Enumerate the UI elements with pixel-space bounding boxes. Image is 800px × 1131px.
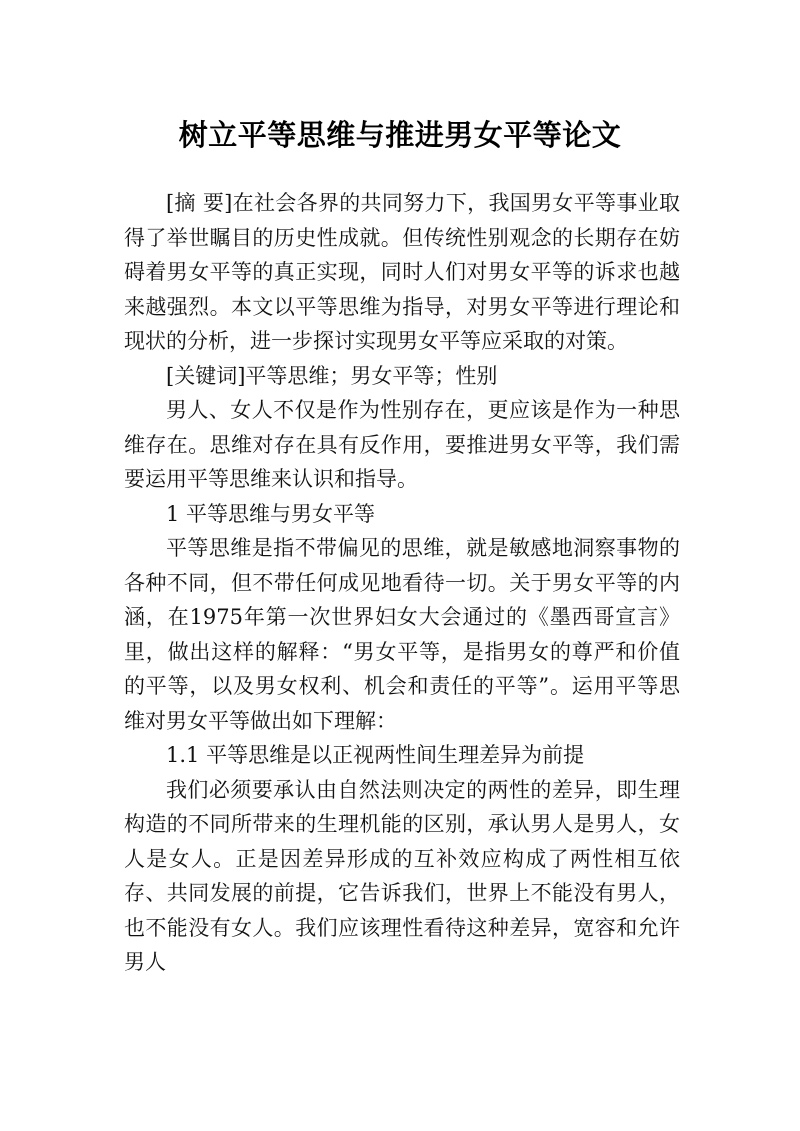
section-heading-1-1: 1.1 平等思维是以正视两性间生理差异为前提: [166, 743, 585, 767]
body-paragraph: 平等思维是指不带偏见的思维，就是敏感地洞察事物的各种不同，但不带任何成见地看待一切。关于男女平等的内涵，在1975年第一次世界妇女大会通过的《墨西哥宣言》里，做出这样的解释：“男女平等，是指男女的尊严和价值的平等，以及男女权利、机会和责任的平等”。运用平等思维对男女平等做出如下理解：: [124, 536, 680, 733]
body-paragraph: 我们必须要承认由自然法则决定的两性的差异，即生理构造的不同所带来的生理机能的区别，承认男人是男人，女人是女人。正是因差异形成的互补效应构成了两性相互依存、共同发展的前提，它告诉我们，世界上不能没有男人，也不能没有女人。我们应该理性看待这种差异，宽容和允许男人: [124, 777, 680, 974]
section-heading-1: 1 平等思维与男女平等: [166, 501, 376, 526]
document-title: 树立平等思维与推进男女平等论文: [178, 118, 622, 153]
keywords-paragraph: [关键词]平等思维；男女平等；性别: [166, 363, 498, 388]
intro-paragraph: 男人、女人不仅是作为性别存在，更应该是作为一种思维存在。思维对存在具有反作用，要推进男女平等，我们需要运用平等思维来认识和指导。: [124, 398, 680, 491]
abstract-paragraph: [摘 要]在社会各界的共同努力下，我国男女平等事业取得了举世瞩目的历史性成就。但传统性别观念的长期存在妨碍着男女平等的真正实现，同时人们对男女平等的诉求也越来越强烈。本文以平等思维为指导，对男女平等进行理论和现状的分析，进一步探讨实现男女平等应采取的对策。: [124, 191, 680, 353]
document-body: [124, 186, 680, 980]
